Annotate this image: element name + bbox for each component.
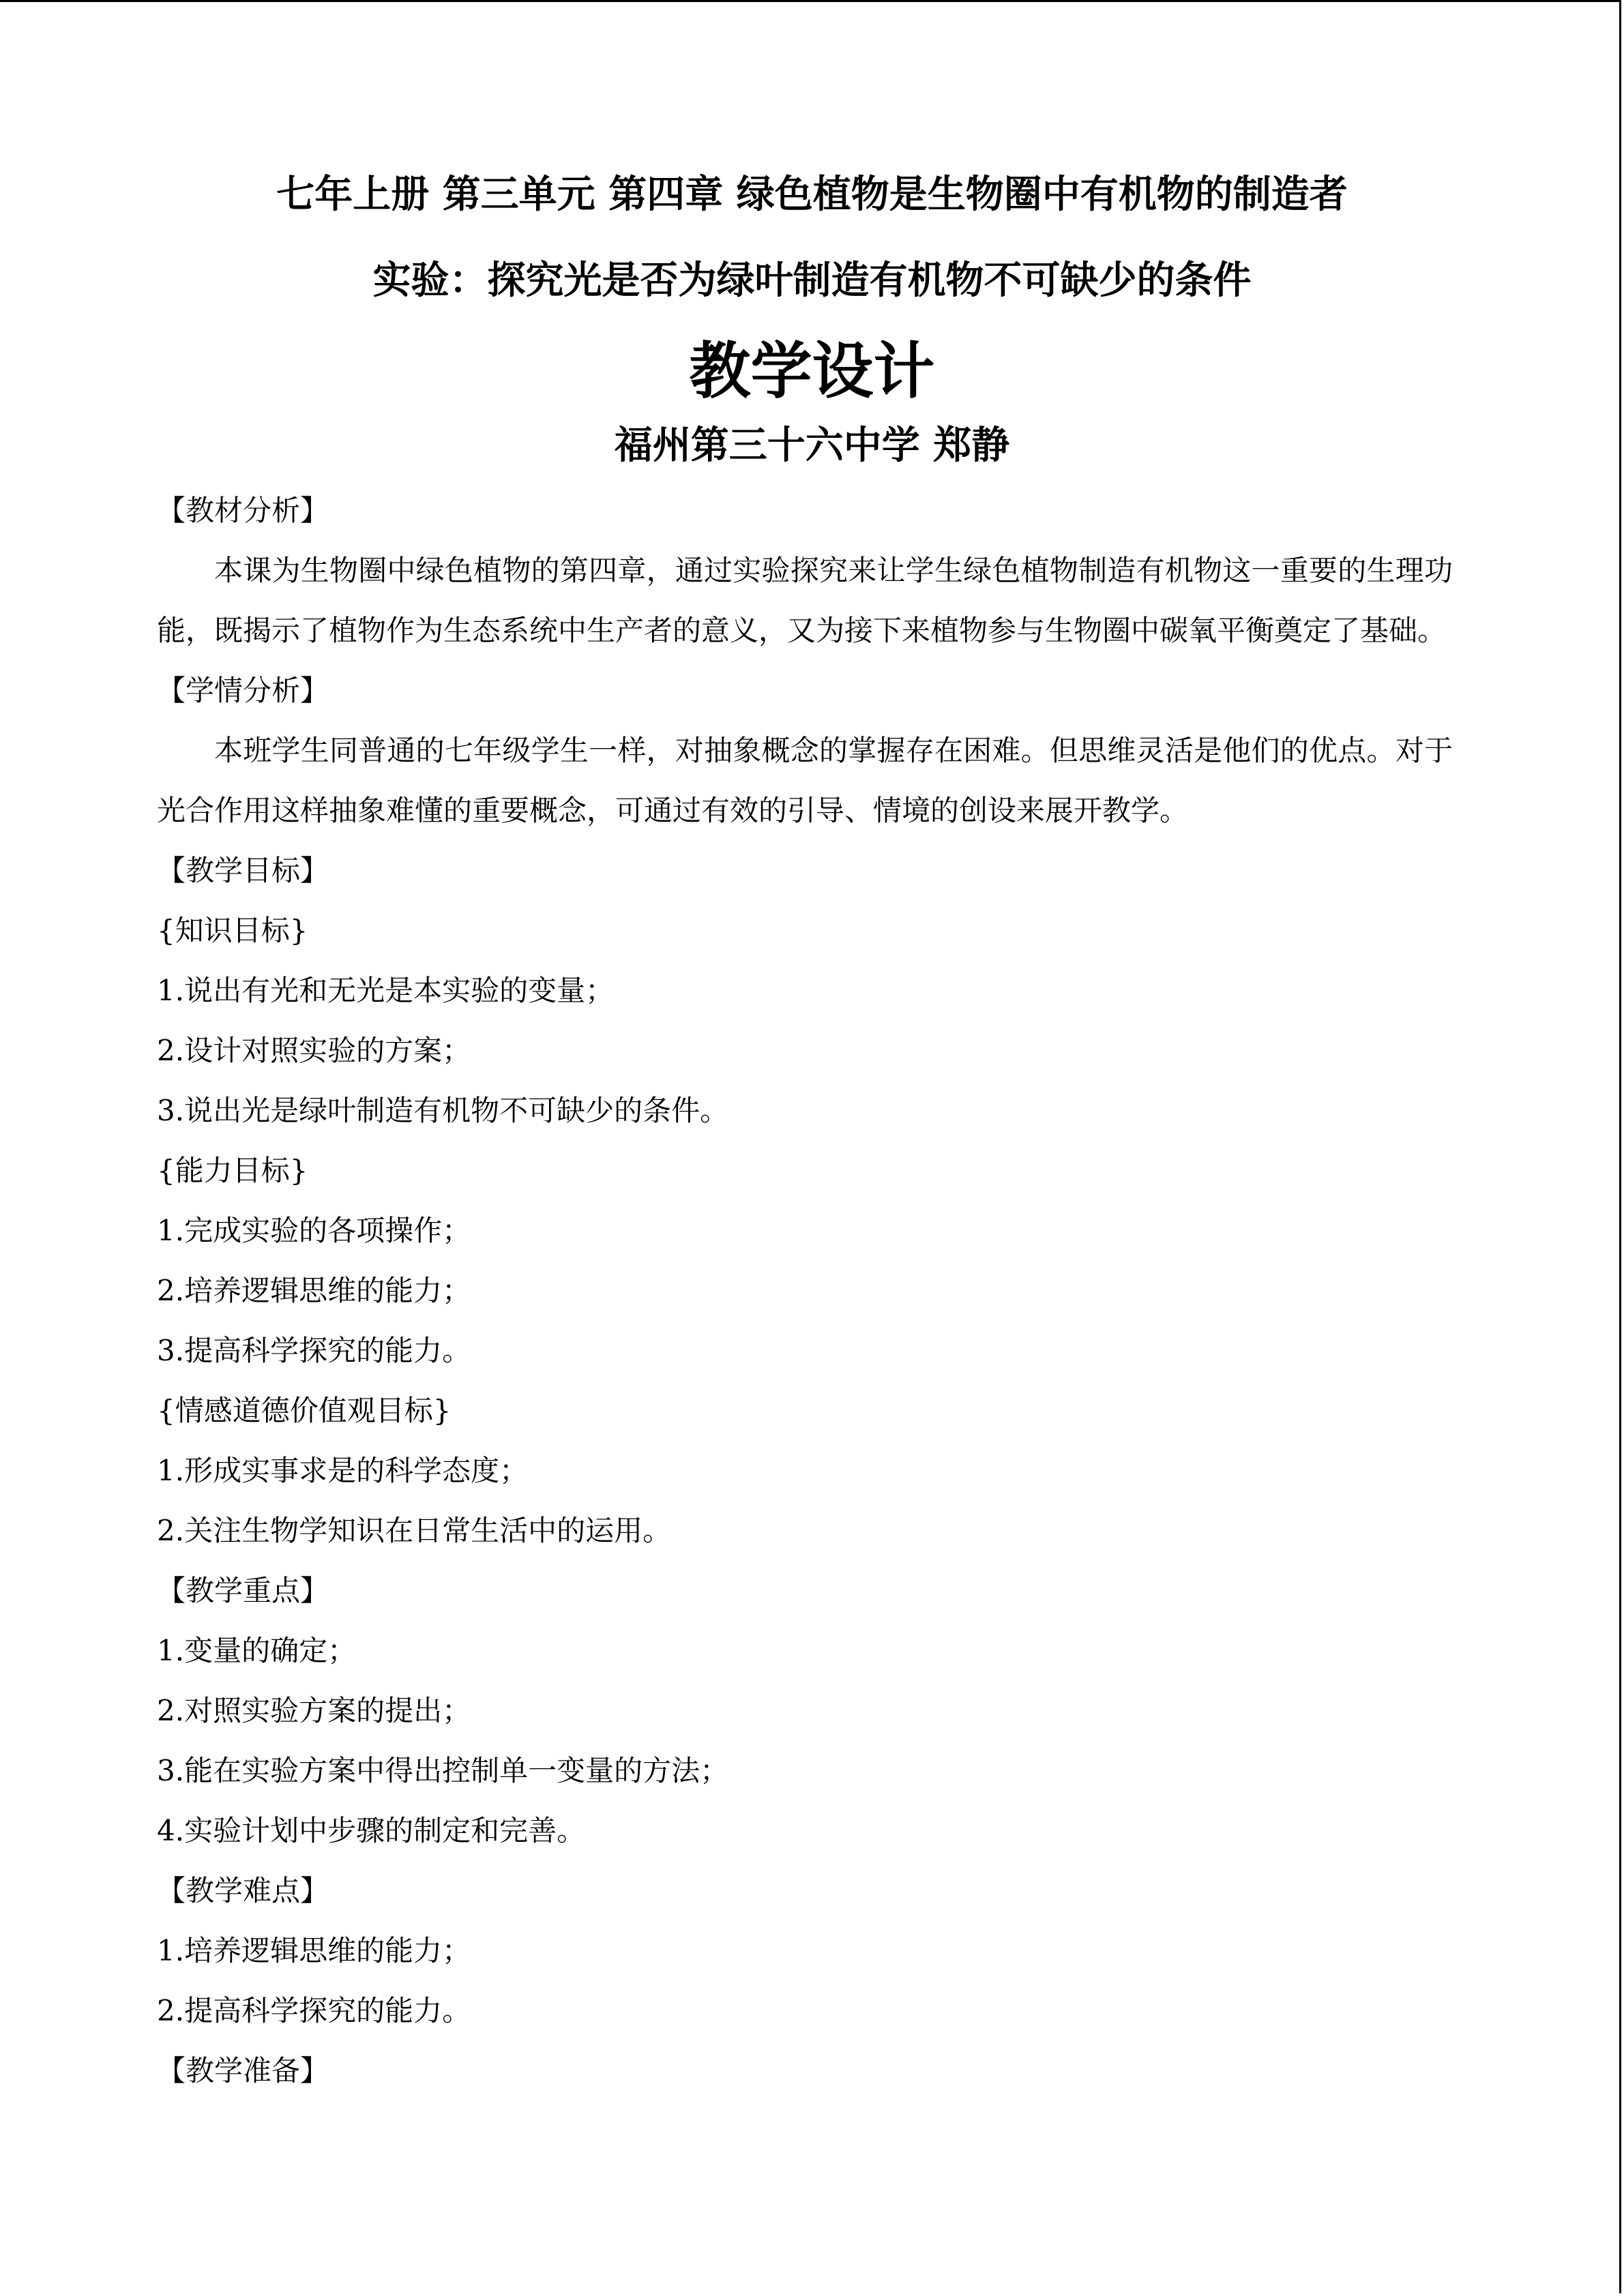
- material-analysis-paragraph: 本课为生物圈中绿色植物的第四章，通过实验探究来让学生绿色植物制造有机物这一重要的生理功能，既揭示了植物作为生态系统中生产者的意义，又为接下来植物参与生物圈中碳氧平衡奠定了基础。: [157, 554, 1453, 647]
- ability-objective-item: 3.提高科学探究的能力。: [157, 1334, 471, 1367]
- difficulty-item: 1.培养逻辑思维的能力；: [157, 1934, 471, 1967]
- preparation-heading: 【教学准备】: [157, 2054, 329, 2087]
- emotion-objective-item: 1.形成实事求是的科学态度；: [157, 1454, 529, 1487]
- student-analysis-heading: 【学情分析】: [157, 674, 329, 707]
- material-analysis-heading: 【教材分析】: [157, 494, 329, 527]
- objectives-heading: 【教学目标】: [157, 854, 329, 887]
- ability-objectives-label: {能力目标}: [157, 1154, 308, 1187]
- student-analysis-paragraph: 本班学生同普通的七年级学生一样，对抽象概念的掌握存在困难。但思维灵活是他们的优点。对于光合作用这样抽象难懂的重要概念，可通过有效的引导、情境的创设来展开教学。: [157, 734, 1453, 827]
- document-body: [157, 481, 1453, 2101]
- key-point-item: 1.变量的确定；: [157, 1634, 357, 1667]
- emotion-objectives-label: {情感道德价值观目标}: [157, 1394, 452, 1427]
- knowledge-objective-item: 2.设计对照实验的方案；: [157, 1034, 471, 1067]
- experiment-title: 实验：探究光是否为绿叶制造有机物不可缺少的条件: [372, 258, 1252, 303]
- knowledge-objectives-label: {知识目标}: [157, 914, 308, 947]
- knowledge-objective-item: 1.说出有光和无光是本实验的变量；: [157, 974, 615, 1007]
- key-points-heading: 【教学重点】: [157, 1574, 329, 1607]
- key-point-item: 2.对照实验方案的提出；: [157, 1694, 471, 1727]
- author-line: 福州第三十六中学 郑静: [614, 423, 1010, 468]
- ability-objective-item: 1.完成实验的各项操作；: [157, 1214, 471, 1247]
- ability-objective-item: 2.培养逻辑思维的能力；: [157, 1274, 471, 1307]
- course-line: 七年上册 第三单元 第四章 绿色植物是生物圈中有机物的制造者: [276, 173, 1348, 217]
- document-title: 教学设计: [689, 336, 935, 407]
- difficulty-item: 2.提高科学探究的能力。: [157, 1994, 471, 2027]
- key-point-item: 3.能在实验方案中得出控制单一变量的方法；: [157, 1754, 729, 1787]
- emotion-objective-item: 2.关注生物学知识在日常生活中的运用。: [157, 1514, 672, 1547]
- key-point-item: 4.实验计划中步骤的制定和完善。: [157, 1814, 586, 1847]
- difficulties-heading: 【教学难点】: [157, 1874, 329, 1907]
- knowledge-objective-item: 3.说出光是绿叶制造有机物不可缺少的条件。: [157, 1094, 729, 1127]
